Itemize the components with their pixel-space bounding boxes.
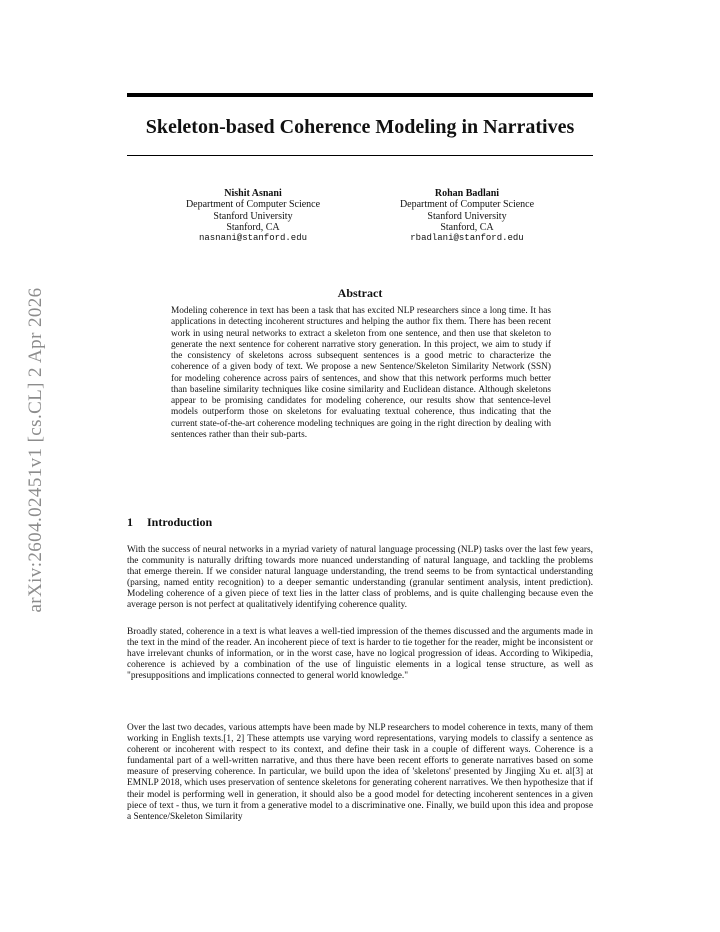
author-email: rbadlani@stanford.edu <box>410 233 524 244</box>
abstract-text: Modeling coherence in text has been a task that has excited NLP researchers since a long time. It has applications in detecting incoherent structures and helping the author fix them. There has been recent work in using neural networks to extract a skeleton from one sentence, and then use that skeleton to generate the next sentence for coherent narrative story generation. In this project, we aim to study if the consistency of skeletons across subsequent sentences is a good metric to characterize the coherence of a given body of text. We propose a new Sentence/Skeleton Similarity Network (SSN) for modeling coherence across pairs of sentences, and show that this network performs much better than baseline similarity techniques like cosine similarity and Euclidean distance. Although skeletons appear to be promising candidates for modeling coherence, our results show that sentence-level models outperform those on skeletons for evaluating textual coherence, thus indicating that the current state-of-the-art coherence modeling techniques are going in the right direction by dealing with sentences rather than their sub-parts. <box>171 306 551 440</box>
title-bottom-rule <box>127 155 593 156</box>
author-department: Department of Computer Science <box>399 199 535 211</box>
arxiv-identifier-stamp: arXiv:2604.02451v1 [cs.CL] 2 Apr 2026 <box>25 287 46 613</box>
title-top-rule <box>127 93 593 97</box>
author-block-1 <box>148 188 358 244</box>
section-heading <box>127 515 212 530</box>
author-block-2 <box>362 188 572 244</box>
author-university: Stanford University <box>213 210 293 222</box>
author-name: Nishit Asnani <box>224 188 282 199</box>
body-paragraph: Over the last two decades, various attempts have been made by NLP researchers to model coherence in texts, many of them working in English texts.[1, 2] These attempts use varying word representations, varying models to classify a sentence as coherent or incoherent with respect to its context, and define their task in a couple of different ways. Coherence is a fundamental part of a well-written narrative, and thus there have been recent efforts to generate narratives based on some measure of preserving coherence. In particular, we build upon the idea of 'skeletons' presented by Jingjing Xu et. al[3] at EMNLP 2018, which uses preservation of sentence skeletons for generating coherent narratives. We then hypothesize that if their model is performing well in generation, it should also be a good model for detecting incoherent sentences in a given piece of text - thus, we turn it from a generative model to a discriminative one. Finally, we build upon this idea and propose a Sentence/Skeleton Similarity <box>127 723 593 822</box>
author-location: Stanford, CA <box>440 221 494 233</box>
author-university: Stanford University <box>427 210 507 222</box>
paper-title: Skeleton-based Coherence Modeling in Narratives <box>145 116 575 138</box>
body-paragraph: Broadly stated, coherence in a text is what leaves a well-tied impression of the themes discussed and the arguments made in the text in the mind of the reader. An incoherent piece of text is harder to tie together for the reader, might be inconsistent or have irrelevant chunks of information, or in the worst case, have no logical progression of ideas. According to Wikipedia, coherence is achieved by a combination of the use of linguistic elements in a logical tense structure, as well as "presuppositions and implications connected to general world knowledge." <box>127 627 593 682</box>
author-name: Rohan Badlani <box>434 188 500 199</box>
author-email: nasnani@stanford.edu <box>198 233 308 244</box>
author-location: Stanford, CA <box>226 221 280 233</box>
section-number: 1 <box>127 515 133 529</box>
abstract-heading: Abstract <box>337 286 383 300</box>
author-department: Department of Computer Science <box>185 199 321 211</box>
section-title: Introduction <box>147 515 213 529</box>
body-paragraph: With the success of neural networks in a myriad variety of natural language processing (NLP) tasks over the last few years, the community is naturally drifting towards more nuanced understanding of natural language, and tackling the problems that emerge therein. If we consider natural language understanding, the trend seems to be from syntactical understanding (parsing, named entity recognition) to a deeper semantic understanding (granular sentiment analysis, intent prediction). Modeling coherence of a given piece of text lies in the latter class of problems, and is quite challenging because even the average person is not perfect at qualitatively identifying coherence quality. <box>127 545 593 611</box>
